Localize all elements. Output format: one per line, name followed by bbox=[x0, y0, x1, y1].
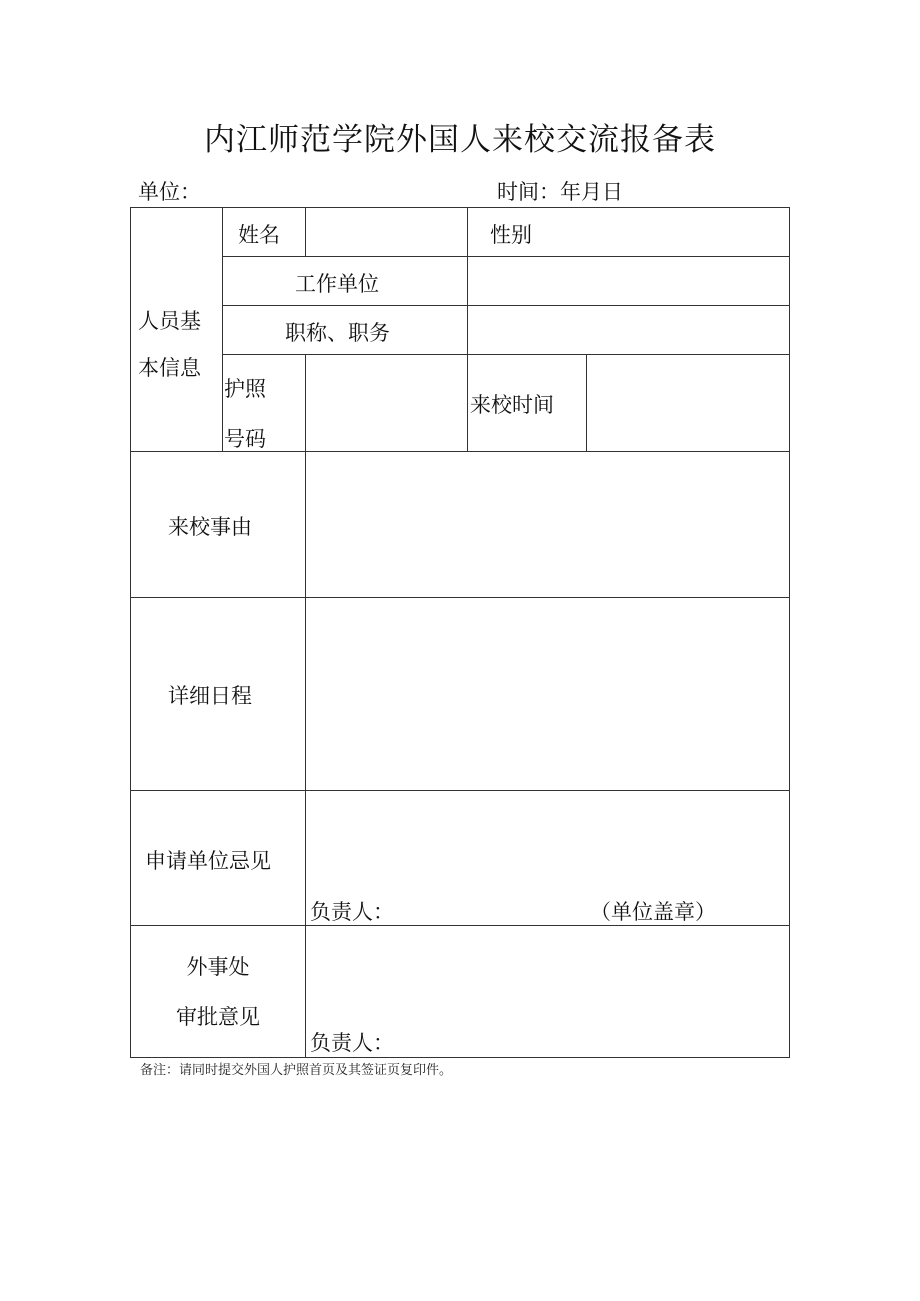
unit-seal-label: （单位盖章） bbox=[590, 900, 716, 924]
foreign-affairs-responsible-label: 负责人： bbox=[310, 1031, 394, 1055]
basic-info-label-line1: 人员基 bbox=[138, 309, 201, 333]
name-field[interactable] bbox=[306, 208, 466, 255]
table-border-right bbox=[789, 207, 790, 1058]
gender-field[interactable] bbox=[545, 208, 788, 255]
reason-label: 来校事由 bbox=[168, 515, 252, 539]
unit-label: 单位： bbox=[138, 180, 201, 204]
passport-field[interactable] bbox=[306, 355, 466, 450]
date-label: 时间：年月日 bbox=[497, 180, 623, 204]
footnote: 备注：请同时提交外国人护照首页及其签证页复印件。 bbox=[140, 1063, 453, 1078]
schedule-label: 详细日程 bbox=[168, 684, 252, 708]
reason-field[interactable] bbox=[306, 452, 788, 596]
form-title: 内江师范学院外国人来校交流报备表 bbox=[204, 122, 716, 158]
schedule-field[interactable] bbox=[306, 598, 788, 789]
foreign-affairs-label-line2: 审批意见 bbox=[176, 1005, 260, 1029]
title-position-label: 职称、职务 bbox=[285, 321, 390, 345]
gender-label: 性别 bbox=[490, 223, 532, 247]
visit-time-field[interactable] bbox=[587, 355, 788, 450]
work-unit-label: 工作单位 bbox=[295, 272, 379, 296]
col-divider bbox=[222, 207, 223, 452]
basic-info-label-line2: 本信息 bbox=[138, 356, 201, 380]
col-divider bbox=[467, 354, 468, 452]
passport-label-line1: 护照 bbox=[224, 377, 266, 401]
table-border-bottom bbox=[130, 1057, 790, 1058]
name-label: 姓名 bbox=[238, 223, 280, 247]
foreign-affairs-label bbox=[131, 942, 305, 1042]
title-position-field[interactable] bbox=[468, 306, 788, 353]
visit-time-label: 来校时间 bbox=[470, 393, 554, 417]
applicant-opinion-label: 申请单位忌见 bbox=[145, 849, 271, 873]
col-divider bbox=[467, 207, 468, 257]
passport-label-line2: 号码 bbox=[224, 427, 266, 451]
basic-info-label bbox=[138, 298, 201, 392]
passport-label bbox=[224, 364, 266, 464]
table-border-left bbox=[130, 207, 131, 1058]
applicant-responsible-label: 负责人： bbox=[310, 900, 394, 924]
foreign-affairs-label-line1: 外事处 bbox=[186, 955, 250, 979]
work-unit-field[interactable] bbox=[468, 257, 788, 304]
